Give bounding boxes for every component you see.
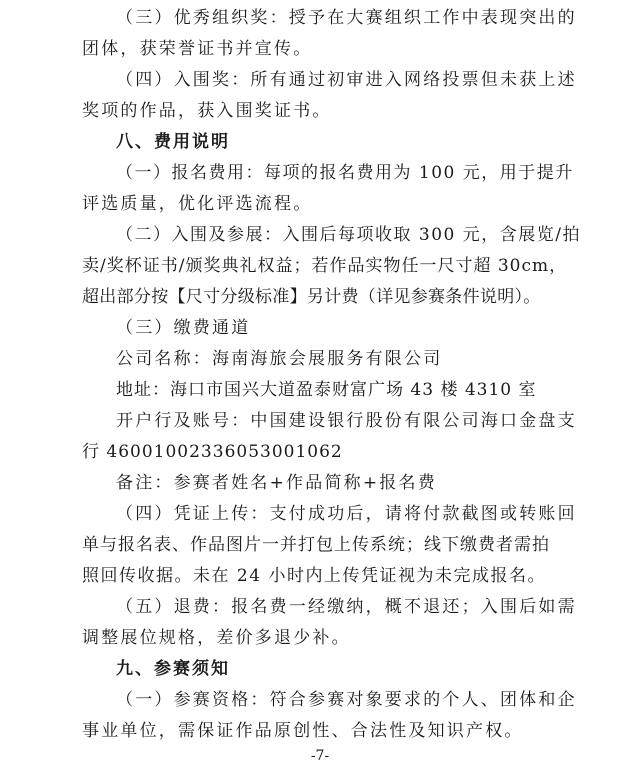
section-heading-fees: 八、费用说明 — [116, 132, 230, 152]
paragraph-line: 事业单位，需保证作品原创性、合法性及知识产权。 — [82, 721, 524, 741]
paragraph-line: （四）凭证上传：支付成功后，请将付款截图或转账回 — [116, 504, 577, 524]
bank-account-number-line: 行 46001002336053001062 — [82, 442, 343, 462]
address-line: 地址：海口市国兴大道盈泰财富广场 43 楼 4310 室 — [116, 380, 537, 400]
bank-account-line: 开户行及账号：中国建设银行股份有限公司海口金盘支 — [116, 411, 577, 431]
page-number: -7- — [310, 748, 330, 764]
paragraph-line: （三）优秀组织奖：授予在大赛组织工作中表现突出的 — [116, 8, 577, 28]
paragraph-line: 调整展位规格，差价多退少补。 — [82, 628, 351, 648]
paragraph-line: 超出部分按【尺寸分级标准】另计费（详见参赛条件说明）。 — [82, 287, 541, 307]
paragraph-line: 团体，获荣誉证书并宣传。 — [82, 39, 313, 59]
section-heading-notes: 九、参赛须知 — [116, 659, 230, 679]
paragraph-line: （四）入围奖：所有通过初审进入网络投票但未获上述 — [116, 70, 577, 90]
paragraph-line: （一）参赛资格：符合参赛对象要求的个人、团体和企 — [116, 690, 577, 710]
company-name-line: 公司名称：海南海旅会展服务有限公司 — [116, 349, 443, 369]
paragraph-line: 奖项的作品，获入围奖证书。 — [82, 101, 332, 121]
paragraph-line: 卖/奖杯证书/颁奖典礼权益；若作品实物任一尺寸超 30cm， — [82, 256, 568, 276]
paragraph-line: 照回传收据。未在 24 小时内上传凭证视为未完成报名。 — [82, 566, 546, 586]
paragraph-line: （三）缴费通道 — [116, 318, 251, 338]
paragraph-line: 单与报名表、作品图片一并打包上传系统；线下缴费者需拍 — [82, 535, 550, 555]
paragraph-line: （二）入围及参展：入围后每项收取 300 元，含展览/拍 — [116, 225, 581, 245]
payment-note-line: 备注：参赛者姓名+作品简称+报名费 — [116, 473, 437, 493]
paragraph-line: （一）报名费用：每项的报名费用为 100 元，用于提升 — [116, 163, 574, 183]
paragraph-line: （五）退费：报名费一经缴纳，概不退还；入围后如需 — [116, 597, 577, 617]
paragraph-line: 评选质量，优化评选流程。 — [82, 194, 313, 214]
